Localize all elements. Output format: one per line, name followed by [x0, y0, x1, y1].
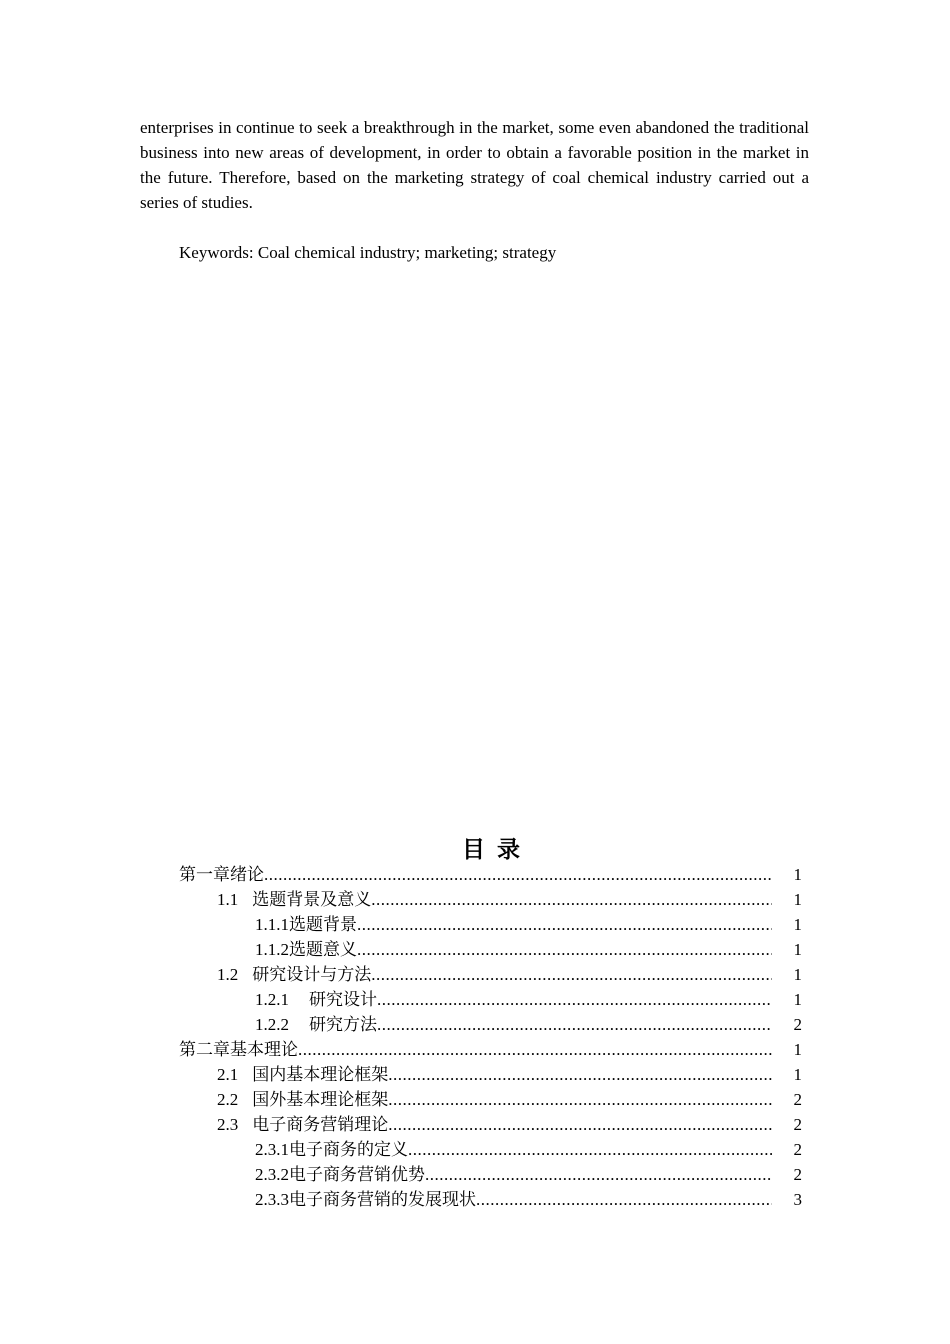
toc-page-number: 1	[793, 1065, 802, 1084]
toc-page-number: 1	[793, 890, 802, 909]
toc-entry-1-1[interactable]	[179, 887, 802, 912]
toc-dot-leader	[298, 1037, 772, 1062]
abstract-paragraph: enterprises in continue to seek a breakthrough in the market, some even abandoned the traditional business into new areas of development, in order to obtain a favorable position in the market in the future. Therefore, based on the marketing strategy of coal chemical industry carried out a series of studies.	[140, 118, 809, 212]
toc-title: 目录	[462, 837, 532, 863]
toc-entry-1-1-2[interactable]	[179, 937, 802, 962]
toc-entry-label: 国内基本理论框架	[252, 1065, 389, 1084]
toc-entry-label: 研究方法	[309, 1015, 377, 1034]
toc-page-number: 1	[793, 990, 802, 1009]
toc-entry-1-2-1[interactable]	[179, 987, 802, 1012]
toc-dot-leader	[264, 862, 772, 887]
toc-page-number: 1	[793, 965, 802, 984]
toc-dot-leader	[357, 937, 772, 962]
toc-section-number: 2.2	[217, 1090, 239, 1109]
toc-entry-label: 电子商务营销理论	[252, 1115, 389, 1134]
toc-entry-label: 1.1.2选题意义	[255, 940, 357, 959]
toc-dot-leader	[371, 887, 772, 912]
toc-entry-label: 1.1.1选题背景	[255, 915, 357, 934]
toc-dot-leader	[388, 1062, 772, 1087]
toc-dot-leader	[357, 912, 772, 937]
toc-dot-leader	[388, 1087, 772, 1112]
toc-entry-1-1-1[interactable]	[179, 912, 802, 937]
keywords-line: Keywords: Coal chemical industry; marketing; strategy	[179, 243, 557, 262]
toc-page-number: 1	[793, 940, 802, 959]
toc-entry-chapter-2[interactable]	[179, 1037, 802, 1062]
toc-page-number: 2	[793, 1115, 802, 1134]
toc-entry-label: 第二章基本理论	[179, 1040, 298, 1059]
toc-entry-2-3-2[interactable]	[179, 1162, 802, 1187]
toc-entry-label: 2.3.3电子商务营销的发展现状	[255, 1190, 476, 1209]
toc-entry-label: 选题背景及意义	[252, 890, 372, 909]
toc-dot-leader	[371, 962, 772, 987]
toc-entry-2-2[interactable]	[179, 1087, 802, 1112]
toc-page-number: 2	[793, 1140, 802, 1159]
toc-entry-2-3-3[interactable]	[179, 1187, 802, 1212]
toc-entry-2-1[interactable]	[179, 1062, 802, 1087]
toc-dot-leader	[408, 1137, 772, 1162]
toc-entry-label: 2.3.1电子商务的定义	[255, 1140, 408, 1159]
toc-section-number: 1.2	[217, 965, 239, 984]
toc-page-number: 1	[793, 1040, 802, 1059]
toc-page-number: 2	[793, 1090, 802, 1109]
toc-entry-label: 国外基本理论框架	[252, 1090, 389, 1109]
toc-entry-1-2[interactable]	[179, 962, 802, 987]
toc-entry-2-3[interactable]	[179, 1112, 802, 1137]
toc-entry-label: 2.3.2电子商务营销优势	[255, 1165, 425, 1184]
toc-entry-label: 研究设计与方法	[252, 965, 372, 984]
toc-dot-leader	[377, 1012, 772, 1037]
toc-section-number: 1.1	[217, 890, 239, 909]
toc-page-number: 1	[793, 915, 802, 934]
toc-page-number: 2	[793, 1165, 802, 1184]
toc-entry-2-3-1[interactable]	[179, 1137, 802, 1162]
toc-section-number: 1.2.1	[255, 990, 289, 1009]
toc-page-number: 1	[793, 865, 802, 884]
toc-section-number: 1.2.2	[255, 1015, 289, 1034]
toc-dot-leader	[425, 1162, 772, 1187]
toc-section-number: 2.1	[217, 1065, 239, 1084]
toc-entry-label: 研究设计	[309, 990, 377, 1009]
toc-section-number: 2.3	[217, 1115, 239, 1134]
toc-entry-1-2-2[interactable]	[179, 1012, 802, 1037]
toc-dot-leader	[377, 987, 772, 1012]
toc-page-number: 3	[793, 1190, 802, 1209]
toc-entry-chapter-1[interactable]	[179, 862, 802, 887]
toc-entry-label: 第一章绪论	[179, 865, 264, 884]
toc-dot-leader	[388, 1112, 772, 1137]
toc-dot-leader	[476, 1187, 772, 1212]
table-of-contents	[179, 862, 802, 1212]
toc-page-number: 2	[793, 1015, 802, 1034]
